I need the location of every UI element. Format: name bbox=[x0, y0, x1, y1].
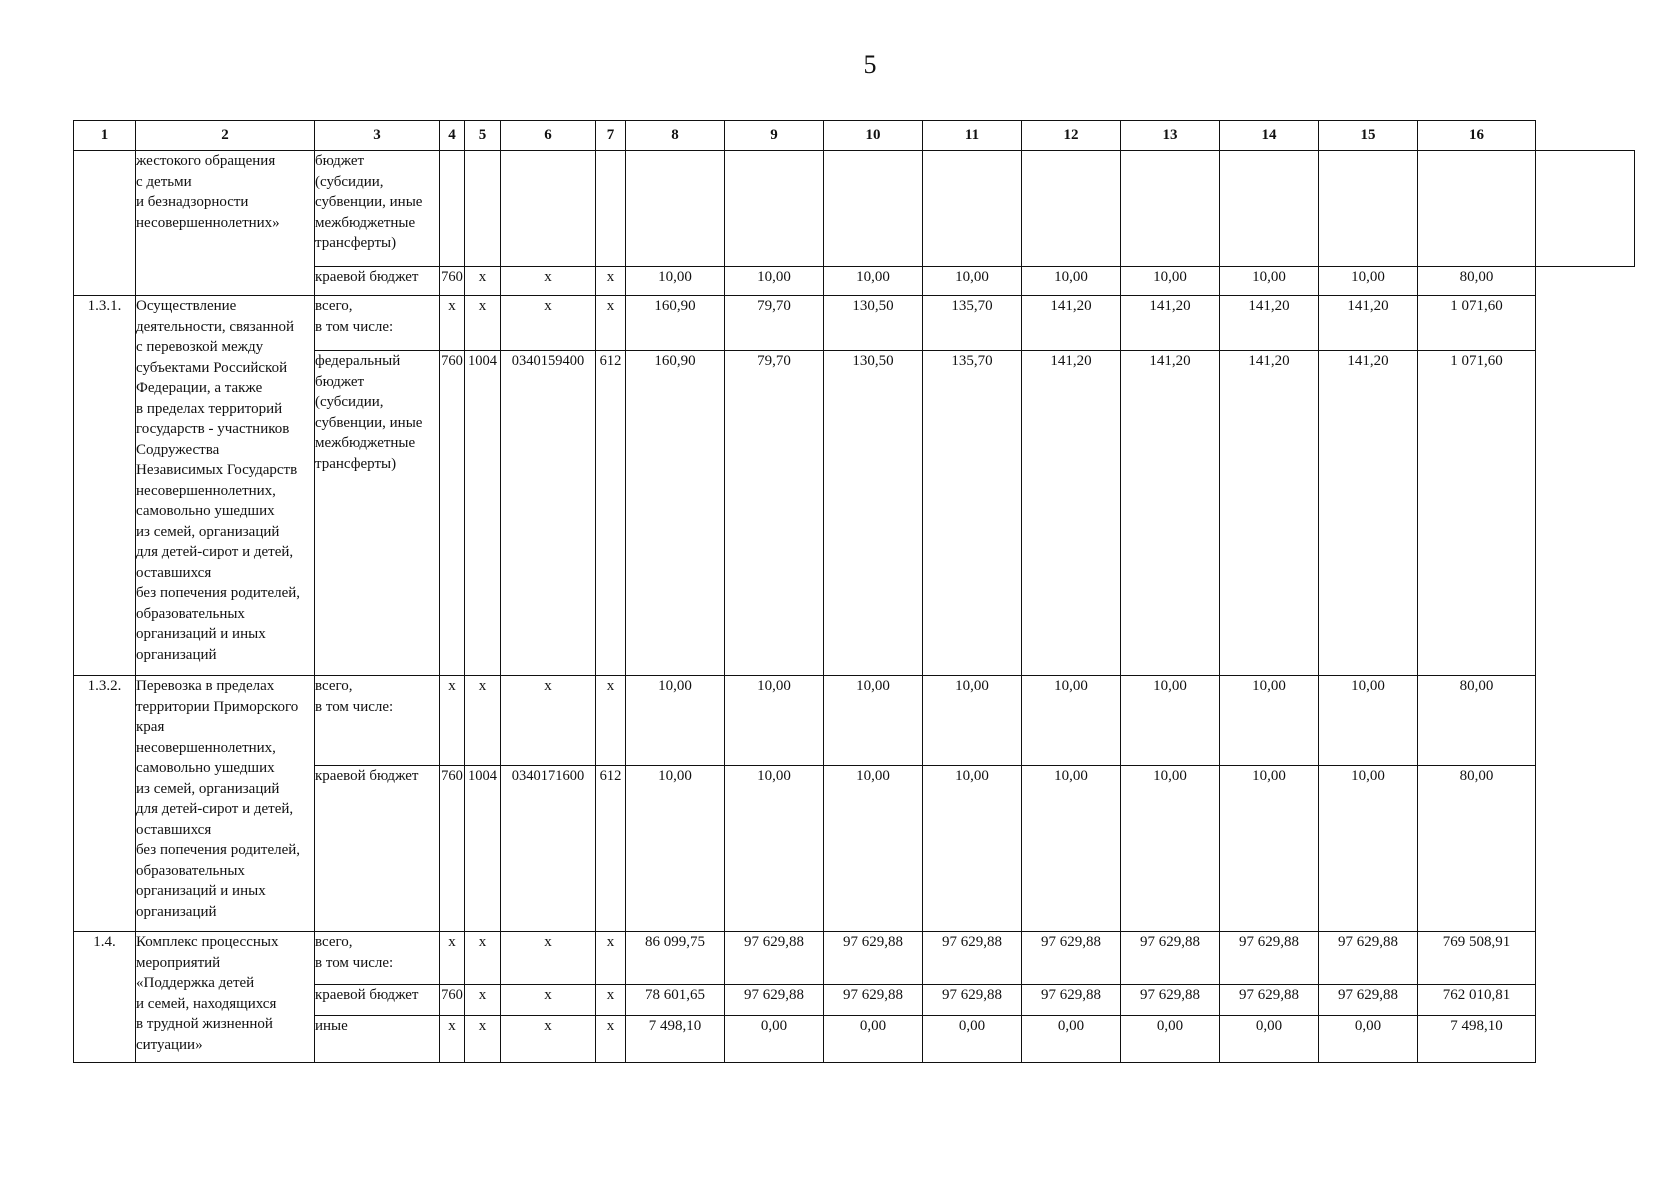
value-cell: 10,00 bbox=[725, 676, 824, 766]
value-cell: 135,70 bbox=[923, 296, 1022, 351]
value-cell: 10,00 bbox=[1121, 676, 1220, 766]
table-cell bbox=[1121, 151, 1220, 267]
code-cell: 760 bbox=[440, 766, 465, 932]
activity-name: Комплекс процессных мероприятий «Поддержка детей и семей, находящихся в трудной жизненной ситуации» bbox=[136, 932, 315, 1063]
code-cell: x bbox=[465, 985, 501, 1016]
value-cell: 141,20 bbox=[1319, 296, 1418, 351]
total-cell: 769 508,91 bbox=[1418, 932, 1536, 985]
total-cell: 80,00 bbox=[1418, 766, 1536, 932]
column-header: 9 bbox=[725, 121, 824, 151]
code-cell: 1004 bbox=[465, 351, 501, 676]
column-header: 10 bbox=[824, 121, 923, 151]
value-cell: 97 629,88 bbox=[1220, 932, 1319, 985]
code-cell: x bbox=[440, 1016, 465, 1063]
value-cell: 141,20 bbox=[1121, 296, 1220, 351]
value-cell: 0,00 bbox=[1121, 1016, 1220, 1063]
value-cell: 10,00 bbox=[923, 676, 1022, 766]
value-cell: 160,90 bbox=[626, 296, 725, 351]
row-index bbox=[74, 151, 136, 296]
table-cell bbox=[1536, 151, 1635, 267]
funding-source: иные bbox=[315, 1016, 440, 1063]
column-header: 5 bbox=[465, 121, 501, 151]
code-cell: x bbox=[501, 267, 596, 296]
code-cell: x bbox=[465, 296, 501, 351]
code-cell: x bbox=[596, 985, 626, 1016]
value-cell: 97 629,88 bbox=[1022, 985, 1121, 1016]
code-cell: 612 bbox=[596, 351, 626, 676]
table-row bbox=[74, 151, 1635, 267]
value-cell: 10,00 bbox=[1022, 267, 1121, 296]
value-cell: 10,00 bbox=[923, 267, 1022, 296]
value-cell: 97 629,88 bbox=[923, 932, 1022, 985]
table-row bbox=[74, 676, 1635, 766]
value-cell: 10,00 bbox=[1022, 676, 1121, 766]
page-number: 5 bbox=[863, 50, 877, 79]
table-cell bbox=[501, 151, 596, 267]
table-cell bbox=[1022, 151, 1121, 267]
value-cell: 97 629,88 bbox=[725, 985, 824, 1016]
budget-table bbox=[73, 120, 1635, 1063]
column-header: 1 bbox=[74, 121, 136, 151]
value-cell: 97 629,88 bbox=[1220, 985, 1319, 1016]
value-cell: 0,00 bbox=[1319, 1016, 1418, 1063]
value-cell: 7 498,10 bbox=[626, 1016, 725, 1063]
table-cell bbox=[923, 151, 1022, 267]
code-cell: 1004 bbox=[465, 766, 501, 932]
table-row bbox=[74, 296, 1635, 351]
column-header: 6 bbox=[501, 121, 596, 151]
code-cell: x bbox=[465, 1016, 501, 1063]
funding-source: краевой бюджет bbox=[315, 985, 440, 1016]
value-cell: 79,70 bbox=[725, 351, 824, 676]
funding-source: всего, в том числе: bbox=[315, 676, 440, 766]
code-cell: 760 bbox=[440, 267, 465, 296]
code-cell: x bbox=[501, 985, 596, 1016]
column-header: 16 bbox=[1418, 121, 1536, 151]
value-cell: 160,90 bbox=[626, 351, 725, 676]
value-cell: 10,00 bbox=[1220, 676, 1319, 766]
funding-source: всего, в том числе: bbox=[315, 296, 440, 351]
code-cell: 0340159400 bbox=[501, 351, 596, 676]
value-cell: 0,00 bbox=[824, 1016, 923, 1063]
value-cell: 97 629,88 bbox=[923, 985, 1022, 1016]
value-cell: 135,70 bbox=[923, 351, 1022, 676]
value-cell: 141,20 bbox=[1220, 351, 1319, 676]
value-cell: 10,00 bbox=[824, 676, 923, 766]
value-cell: 10,00 bbox=[923, 766, 1022, 932]
value-cell: 0,00 bbox=[923, 1016, 1022, 1063]
code-cell: x bbox=[501, 932, 596, 985]
value-cell: 10,00 bbox=[1022, 766, 1121, 932]
total-cell: 1 071,60 bbox=[1418, 296, 1536, 351]
value-cell: 141,20 bbox=[1022, 351, 1121, 676]
code-cell: x bbox=[596, 267, 626, 296]
value-cell: 130,50 bbox=[824, 296, 923, 351]
value-cell: 10,00 bbox=[1220, 766, 1319, 932]
total-cell: 1 071,60 bbox=[1418, 351, 1536, 676]
code-cell: 760 bbox=[440, 351, 465, 676]
value-cell: 97 629,88 bbox=[824, 985, 923, 1016]
table-cell bbox=[725, 151, 824, 267]
code-cell: 760 bbox=[440, 985, 465, 1016]
code-cell: x bbox=[501, 1016, 596, 1063]
value-cell: 130,50 bbox=[824, 351, 923, 676]
row-index: 1.3.2. bbox=[74, 676, 136, 932]
activity-name: Осуществление деятельности, связанной с перевозкой между субъектами Российской Федерации, а также в пределах территорий государств - участников Содружества Независимых Государств несовершеннолетних, самовольно ушедших из семей, организаций для детей-сирот и детей, оставшихся без попечения родителей, образовательных организаций и иных организаций bbox=[136, 296, 315, 676]
value-cell: 97 629,88 bbox=[1121, 932, 1220, 985]
funding-source: бюджет (субсидии, субвенции, иные межбюджетные трансферты) bbox=[315, 151, 440, 267]
column-header: 3 bbox=[315, 121, 440, 151]
table-cell bbox=[1220, 151, 1319, 267]
activity-name: Перевозка в пределах территории Приморского края несовершеннолетних, самовольно ушедших из семей, организаций для детей-сирот и детей, оставшихся без попечения родителей, образовательных организаций и иных организаций bbox=[136, 676, 315, 932]
funding-source: краевой бюджет bbox=[315, 267, 440, 296]
row-index: 1.4. bbox=[74, 932, 136, 1063]
table-cell bbox=[440, 151, 465, 267]
code-cell: 0340171600 bbox=[501, 766, 596, 932]
column-header: 12 bbox=[1022, 121, 1121, 151]
column-header: 8 bbox=[626, 121, 725, 151]
column-header: 7 bbox=[596, 121, 626, 151]
value-cell: 0,00 bbox=[1022, 1016, 1121, 1063]
value-cell: 97 629,88 bbox=[1121, 985, 1220, 1016]
value-cell: 86 099,75 bbox=[626, 932, 725, 985]
funding-source: краевой бюджет bbox=[315, 766, 440, 932]
value-cell: 10,00 bbox=[1220, 267, 1319, 296]
column-header: 14 bbox=[1220, 121, 1319, 151]
value-cell: 10,00 bbox=[626, 267, 725, 296]
code-cell: x bbox=[465, 267, 501, 296]
value-cell: 10,00 bbox=[626, 676, 725, 766]
column-header: 13 bbox=[1121, 121, 1220, 151]
value-cell: 10,00 bbox=[1319, 766, 1418, 932]
row-index: 1.3.1. bbox=[74, 296, 136, 676]
code-cell: x bbox=[596, 1016, 626, 1063]
table-cell bbox=[465, 151, 501, 267]
value-cell: 0,00 bbox=[725, 1016, 824, 1063]
activity-name: жестокого обращения с детьми и безнадзорности несовершеннолетних» bbox=[136, 151, 315, 296]
total-cell: 80,00 bbox=[1418, 267, 1536, 296]
column-header: 2 bbox=[136, 121, 315, 151]
value-cell: 78 601,65 bbox=[626, 985, 725, 1016]
table-cell bbox=[596, 151, 626, 267]
code-cell: x bbox=[465, 932, 501, 985]
funding-source: всего, в том числе: bbox=[315, 932, 440, 985]
value-cell: 141,20 bbox=[1319, 351, 1418, 676]
total-cell: 762 010,81 bbox=[1418, 985, 1536, 1016]
value-cell: 10,00 bbox=[725, 267, 824, 296]
value-cell: 10,00 bbox=[626, 766, 725, 932]
value-cell: 141,20 bbox=[1121, 351, 1220, 676]
table-cell bbox=[626, 151, 725, 267]
code-cell: x bbox=[440, 676, 465, 766]
code-cell: x bbox=[440, 932, 465, 985]
column-header: 11 bbox=[923, 121, 1022, 151]
funding-source: федеральный бюджет (субсидии, субвенции, иные межбюджетные трансферты) bbox=[315, 351, 440, 676]
code-cell: x bbox=[596, 296, 626, 351]
table-cell bbox=[1418, 151, 1536, 267]
value-cell: 10,00 bbox=[725, 766, 824, 932]
value-cell: 97 629,88 bbox=[824, 932, 923, 985]
column-header: 15 bbox=[1319, 121, 1418, 151]
value-cell: 97 629,88 bbox=[1319, 985, 1418, 1016]
code-cell: x bbox=[596, 932, 626, 985]
header-row bbox=[74, 121, 1635, 151]
total-cell: 7 498,10 bbox=[1418, 1016, 1536, 1063]
value-cell: 97 629,88 bbox=[725, 932, 824, 985]
value-cell: 97 629,88 bbox=[1319, 932, 1418, 985]
value-cell: 97 629,88 bbox=[1022, 932, 1121, 985]
value-cell: 10,00 bbox=[1121, 267, 1220, 296]
code-cell: x bbox=[501, 296, 596, 351]
code-cell: x bbox=[501, 676, 596, 766]
value-cell: 141,20 bbox=[1022, 296, 1121, 351]
value-cell: 141,20 bbox=[1220, 296, 1319, 351]
code-cell: x bbox=[465, 676, 501, 766]
code-cell: x bbox=[440, 296, 465, 351]
value-cell: 10,00 bbox=[824, 267, 923, 296]
table-cell bbox=[824, 151, 923, 267]
value-cell: 10,00 bbox=[1319, 267, 1418, 296]
code-cell: x bbox=[596, 676, 626, 766]
column-header: 4 bbox=[440, 121, 465, 151]
value-cell: 0,00 bbox=[1220, 1016, 1319, 1063]
code-cell: 612 bbox=[596, 766, 626, 932]
value-cell: 10,00 bbox=[824, 766, 923, 932]
value-cell: 10,00 bbox=[1319, 676, 1418, 766]
table-row bbox=[74, 932, 1635, 985]
value-cell: 10,00 bbox=[1121, 766, 1220, 932]
total-cell: 80,00 bbox=[1418, 676, 1536, 766]
table-cell bbox=[1319, 151, 1418, 267]
value-cell: 79,70 bbox=[725, 296, 824, 351]
